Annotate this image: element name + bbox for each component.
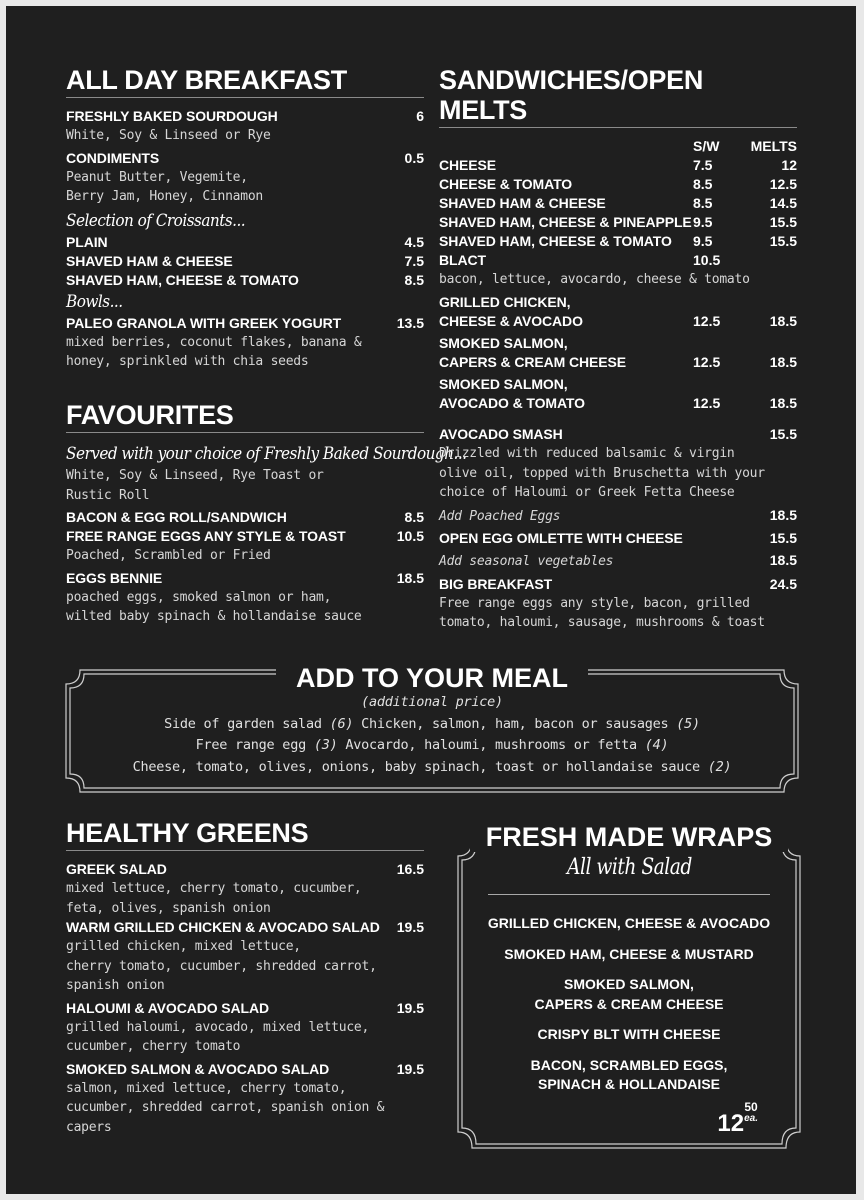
item-price: 10.5 (396, 528, 424, 544)
menu-item (66, 1060, 424, 1079)
item-price-melt: 18.5 (769, 312, 797, 329)
item-price: 0.5 (404, 149, 424, 166)
menu-item (66, 999, 424, 1018)
item-name: PALEO GRANOLA WITH GREEK YOGURT (66, 314, 342, 331)
menu-item (66, 252, 424, 271)
addon-price: (3) (313, 737, 338, 753)
item-price: 16.5 (396, 861, 424, 877)
item-price-melt: 12 (781, 157, 797, 173)
item-name (439, 334, 693, 372)
menu-item (439, 575, 797, 594)
menu-item (66, 107, 424, 126)
addon-text: Chicken, salmon, ham, bacon or sausages (353, 715, 677, 732)
breakfast-title: ALL DAY BREAKFAST (66, 65, 347, 95)
item-description: poached eggs, smoked salmon or ham, (66, 589, 332, 605)
item-description: cherry tomato, cucumber, shredded carrot, (66, 958, 377, 974)
item-addon: Add seasonal vegetables (439, 554, 614, 569)
item-price-melt: 14.5 (769, 195, 797, 211)
item-name: EGGS BENNIE (66, 569, 163, 586)
item-description: grilled chicken, mixed lettuce, (66, 939, 301, 954)
item-name: BIG BREAKFAST (439, 575, 553, 592)
wrap-item-line: SMOKED HAM, CHEESE & MUSTARD (504, 945, 754, 962)
item-description: Poached, Scrambled or Fried (66, 548, 271, 563)
addon-line (64, 714, 800, 736)
menu-item (66, 569, 424, 588)
menu-item (439, 506, 797, 527)
addon-text: Avocardo, haloumi, mushrooms or fetta (337, 737, 645, 753)
add-to-meal-subtitle: (additional price) (361, 694, 503, 710)
add-to-meal-box (64, 663, 800, 796)
item-name (439, 293, 693, 331)
wrap-item (454, 1056, 804, 1095)
item-description: honey, sprinkled with chia seeds (66, 354, 309, 369)
sw-column-header: S/W (693, 138, 720, 154)
greens-title: HEALTHY GREENS (66, 818, 309, 848)
item-description: Rustic Roll (66, 487, 150, 503)
wraps-title: FRESH MADE WRAPS (470, 822, 789, 852)
item-price-sw: 12.5 (693, 312, 721, 329)
wrap-item-line: CAPERS & CREAM CHEESE (534, 995, 724, 1012)
wrap-item (454, 914, 804, 934)
item-description: cucumber, shredded carrot, spanish onion & (66, 1100, 385, 1115)
menu-item (66, 149, 424, 168)
item-price: 24.5 (769, 575, 797, 592)
item-description: bacon, lettuce, avocardo, cheese & tomato (439, 272, 750, 287)
wrap-item-line: SPINACH & HOLLANDAISE (537, 1076, 720, 1092)
menu-item (439, 425, 797, 444)
item-name-line: SMOKED SALMON, (439, 334, 568, 351)
menu-item (66, 233, 424, 252)
menu-item (66, 860, 424, 879)
item-description: olive oil, topped with Bruschetta with your (439, 465, 765, 481)
item-name: PLAIN (66, 233, 108, 250)
item-description: Free range eggs any style, bacon, grilled (439, 595, 750, 611)
item-description: spanish onion (66, 978, 165, 993)
menu-board (6, 6, 856, 1194)
item-description: Berry Jam, Honey, Cinnamon (66, 189, 263, 204)
item-price: 19.5 (396, 1060, 424, 1077)
favourites-title: FAVOURITES (66, 400, 234, 430)
item-description: cucumber, cherry tomato (66, 1039, 241, 1054)
item-description: choice of Haloumi or Greek Fetta Cheese (439, 485, 735, 500)
item-price: 18.5 (396, 569, 424, 586)
item-price: 8.5 (404, 271, 424, 288)
item-price-sw: 10.5 (693, 252, 721, 268)
add-to-meal-title: ADD TO YOUR MEAL (276, 663, 588, 693)
wraps-subtitle: All with Salad (566, 855, 692, 880)
wrap-item-line: SMOKED SALMON, (564, 976, 694, 992)
sandwiches-title: SANDWICHES/OPEN MELTS (439, 65, 704, 125)
wraps-divider (488, 894, 770, 895)
favourites-right-section (439, 425, 797, 633)
item-name: SHAVED HAM & CHEESE (439, 195, 606, 211)
item-price-melt: 12.5 (769, 176, 797, 192)
item-name: SHAVED HAM & CHEESE (66, 252, 233, 269)
menu-item (439, 251, 797, 270)
breakfast-divider (66, 97, 424, 98)
item-name: OPEN EGG OMLETTE WITH CHEESE (439, 530, 683, 546)
wrap-item-line: CRISPY BLT WITH CHEESE (537, 1026, 721, 1042)
item-price-sw: 7.5 (693, 157, 713, 173)
item-name: CHEESE (439, 157, 496, 173)
item-price: 8.5 (404, 509, 424, 525)
sandwiches-divider (439, 127, 797, 128)
wraps-price-main: 12 (717, 1110, 745, 1137)
addon-price: (2) (707, 758, 732, 775)
item-price-melt: 18.5 (769, 353, 797, 370)
item-description: mixed berries, coconut flakes, banana & (66, 334, 362, 350)
item-price-sw: 12.5 (693, 394, 721, 411)
menu-item (66, 527, 424, 546)
item-price: 19.5 (396, 999, 424, 1016)
menu-item (439, 293, 797, 331)
item-price: 18.5 (769, 506, 797, 523)
item-name: WARM GRILLED CHICKEN & AVOCADO SALAD (66, 919, 380, 935)
menu-item (439, 529, 797, 548)
item-name: HALOUMI & AVOCADO SALAD (66, 999, 270, 1016)
menu-item (66, 271, 424, 290)
addon-text: Side of garden salad (164, 715, 330, 732)
greens-divider (66, 850, 424, 851)
wraps-price (717, 1102, 758, 1138)
item-name: BLACT (439, 252, 486, 268)
item-price-sw: 12.5 (693, 353, 721, 370)
item-description: grilled haloumi, avocado, mixed lettuce, (66, 1019, 370, 1035)
wraps-price-unit: ea. (744, 1113, 758, 1124)
served-heading: Served with your choice of Freshly Baked Sourdough... (66, 444, 467, 464)
item-price: 13.5 (396, 314, 424, 331)
item-name: FREE RANGE EGGS ANY STYLE & TOAST (66, 528, 346, 544)
item-name-line: SMOKED SALMON, (439, 375, 568, 392)
wrap-item-line: BACON, SCRAMBLED EGGS, (530, 1056, 728, 1073)
item-price-sw: 8.5 (693, 176, 713, 192)
favourites-divider (66, 432, 424, 433)
item-description: wilted baby spinach & hollandaise sauce (66, 609, 362, 624)
item-description: mixed lettuce, cherry tomato, cucumber, (66, 881, 362, 896)
addon-price: (4) (644, 737, 669, 753)
item-name: FRESHLY BAKED SOURDOUGH (66, 108, 278, 124)
item-name: SMOKED SALMON & AVOCADO SALAD (66, 1060, 330, 1077)
greens-section (66, 818, 424, 1137)
menu-item (439, 175, 797, 194)
item-name: AVOCADO SMASH (439, 426, 563, 442)
item-name (439, 375, 693, 413)
croissants-heading: Selection of Croissants... (66, 210, 246, 231)
addon-price: (5) (676, 715, 700, 732)
menu-item (439, 156, 797, 175)
item-price-melt: 15.5 (769, 214, 797, 230)
menu-item (439, 232, 797, 251)
item-description: capers (66, 1119, 112, 1135)
addon-text: Free range egg (195, 737, 314, 753)
menu-item (439, 375, 797, 413)
menu-item (439, 551, 797, 572)
item-name: BACON & EGG ROLL/SANDWICH (66, 509, 287, 525)
favourites-section (66, 400, 467, 627)
item-name-line: AVOCADO & TOMATO (439, 394, 585, 411)
sandwiches-section (439, 65, 797, 413)
wrap-item (454, 945, 804, 965)
menu-item (66, 918, 424, 937)
item-price-melt: 18.5 (769, 394, 797, 411)
item-name: SHAVED HAM, CHEESE & TOMATO (439, 233, 672, 249)
addon-line (64, 735, 800, 757)
item-name-line: CAPERS & CREAM CHEESE (439, 353, 626, 370)
item-price: 19.5 (396, 919, 424, 935)
item-name: CONDIMENTS (66, 149, 160, 166)
item-price-sw: 9.5 (693, 233, 713, 249)
item-name-line: CHEESE & AVOCADO (439, 312, 583, 329)
melts-column-header: MELTS (750, 138, 797, 154)
item-name: CHEESE & TOMATO (439, 176, 573, 192)
item-description: Drizzled with reduced balsamic & virgin (439, 446, 735, 461)
wrap-item-line: GRILLED CHICKEN, CHEESE & AVOCADO (487, 915, 771, 931)
item-description: salmon, mixed lettuce, cherry tomato, (66, 1080, 347, 1096)
item-description: White, Soy & Linseed, Rye Toast or (66, 468, 324, 483)
item-name: SHAVED HAM, CHEESE & TOMATO (66, 271, 299, 288)
item-description: feta, olives, spanish onion (66, 900, 271, 916)
item-price-melt: 15.5 (769, 233, 797, 249)
item-name-line: GRILLED CHICKEN, (439, 293, 571, 310)
item-name: SHAVED HAM, CHEESE & PINEAPPLE (439, 214, 692, 230)
wrap-item (454, 975, 804, 1014)
item-price: 7.5 (404, 252, 424, 269)
item-price: 15.5 (769, 426, 797, 442)
item-price-sw: 8.5 (693, 195, 713, 211)
item-price-sw: 9.5 (693, 214, 713, 230)
column-headers (439, 137, 797, 156)
menu-item (439, 334, 797, 372)
menu-item (66, 314, 424, 333)
item-description: tomato, haloumi, sausage, mushrooms & toast (439, 615, 765, 630)
item-name: GREEK SALAD (66, 861, 167, 877)
bowls-heading: Bowls... (66, 291, 123, 312)
breakfast-section (66, 65, 424, 372)
wrap-item (454, 1025, 804, 1045)
addon-text: Cheese, tomato, olives, onions, baby spinach, toast or hollandaise sauce (132, 758, 708, 775)
menu-item (439, 213, 797, 232)
item-price: 15.5 (769, 530, 797, 546)
item-price: 18.5 (769, 552, 797, 568)
addon-price: (6) (329, 715, 354, 732)
menu-item (439, 194, 797, 213)
menu-item (66, 508, 424, 527)
wraps-price-cents: 50 (744, 1100, 758, 1114)
addon-line (64, 757, 800, 779)
wraps-box (454, 822, 804, 1156)
item-price: 4.5 (404, 233, 424, 250)
item-description: Peanut Butter, Vegemite, (66, 169, 248, 185)
item-description: White, Soy & Linseed or Rye (66, 128, 271, 143)
item-addon: Add Poached Eggs (439, 508, 561, 524)
item-price: 6 (416, 108, 424, 124)
